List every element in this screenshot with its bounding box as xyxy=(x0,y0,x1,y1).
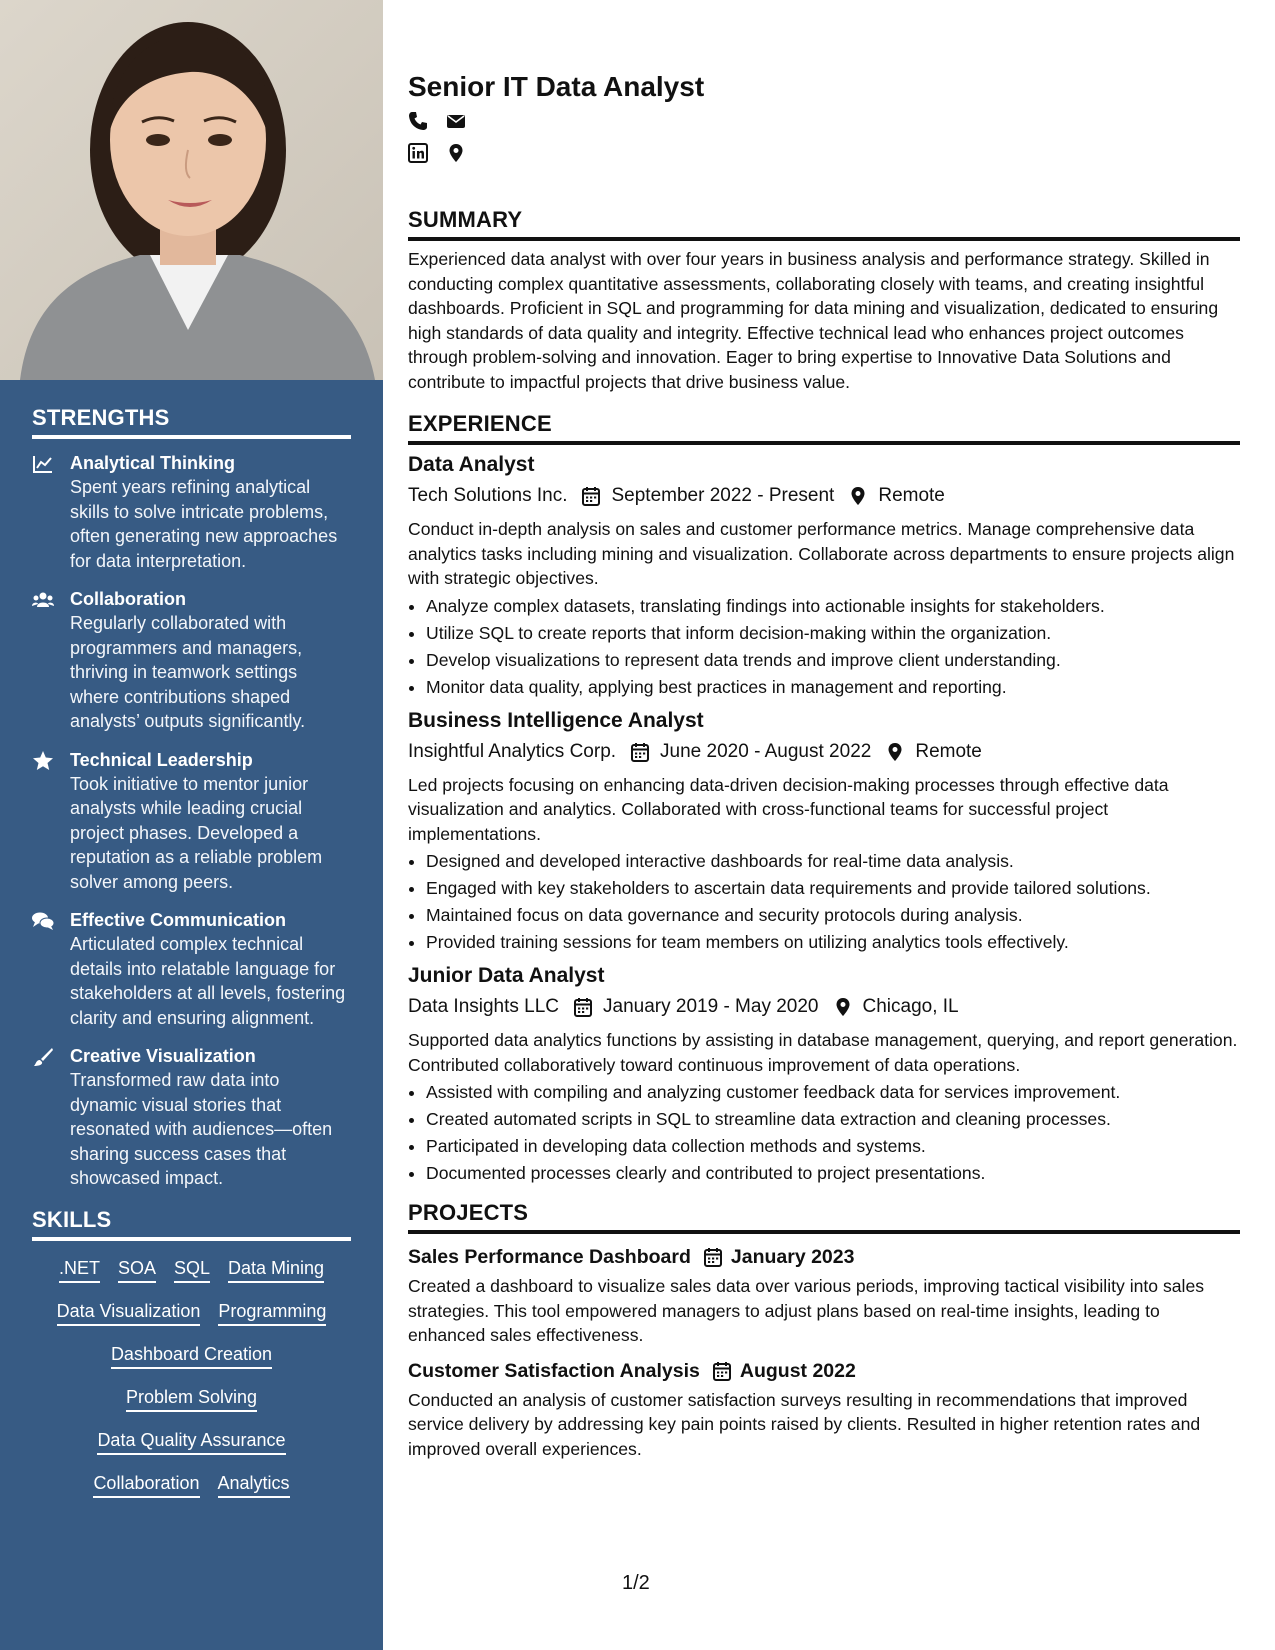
job-title: Data Analyst xyxy=(408,453,535,476)
bullet-item: • Provided training sessions for team members on utilizing analytics tools effectively. xyxy=(426,929,1240,956)
project-date: January 2023 xyxy=(730,1246,855,1268)
job-title: Business Intelligence Analyst xyxy=(408,708,704,732)
comments-icon xyxy=(32,908,70,1030)
skill-tag: Collaboration xyxy=(93,1472,199,1498)
strength-title: Collaboration xyxy=(70,589,186,609)
job-location: Remote xyxy=(915,740,982,762)
calendar-icon xyxy=(581,486,601,506)
strength-item xyxy=(32,908,351,1030)
skill-tag: Analytics xyxy=(218,1472,290,1498)
skills-heading: SKILLS xyxy=(32,1207,351,1241)
job-location: Remote xyxy=(878,485,945,506)
skill-tag: Data Quality Assurance xyxy=(97,1429,285,1455)
job-bullets xyxy=(408,593,1240,701)
strength-title: Technical Leadership xyxy=(70,749,253,770)
skill-tag: Data Visualization xyxy=(57,1300,201,1326)
profile-photo xyxy=(0,0,383,380)
project-name: Customer Satisfaction Analysis xyxy=(408,1359,700,1382)
skill-tag: Problem Solving xyxy=(126,1386,257,1412)
skill-tag: .NET xyxy=(59,1257,100,1283)
bullet-item: • Engaged with key stakeholders to ascertain data requirements and provide tailored solutions. xyxy=(426,875,1240,902)
calendar-icon xyxy=(703,1247,723,1267)
bullet-item: • Created automated scripts in SQL to streamline data extraction and cleaning processes. xyxy=(426,1106,1240,1133)
company-name: Insightful Analytics Corp. xyxy=(408,740,617,762)
experience-heading: EXPERIENCE xyxy=(408,410,1240,445)
page-number: 1/2 xyxy=(622,1572,650,1594)
email-icon[interactable] xyxy=(446,111,466,136)
summary-heading: SUMMARY xyxy=(408,206,1240,241)
skill-tag: SQL xyxy=(174,1257,210,1283)
strength-description: Transformed raw data into dynamic visual stories that resonated with audiences—often sharing success cases that showcased impact. xyxy=(70,1070,333,1188)
job-entry xyxy=(408,707,1240,957)
resume-title: Senior IT Data Analyst xyxy=(408,71,705,102)
linkedin-icon[interactable] xyxy=(408,143,428,168)
chart-line-icon xyxy=(32,451,70,573)
strength-item xyxy=(32,451,351,573)
skill-tag: Dashboard Creation xyxy=(111,1343,272,1369)
bullet-item: • Documented processes clearly and contributed to project presentations. xyxy=(426,1160,1240,1187)
job-description: Conduct in-depth analysis on sales and customer performance metrics. Manage comprehensive data analytics tasks including mining and visualization. Collaborate across departments to ensure projects align with strategic objectives. xyxy=(408,519,1235,588)
skills-row xyxy=(32,1343,351,1369)
strength-item xyxy=(32,748,351,895)
profile-photo-illustration xyxy=(0,0,383,380)
paintbrush-icon xyxy=(32,1044,70,1191)
sidebar xyxy=(0,0,383,1650)
strength-description: Regularly collaborated with programmers and managers, thriving in teamwork settings where contributions shaped analysts’ outputs significantly. xyxy=(70,613,306,731)
project-entry xyxy=(408,1358,1240,1462)
project-header xyxy=(408,1358,1240,1384)
sidebar-content xyxy=(32,405,351,1515)
job-description: Supported data analytics functions by assisting in database management, querying, and report generation. Contributed collaboratively toward continuous improvement of data operations. xyxy=(408,1030,1238,1075)
job-entry xyxy=(408,962,1240,1187)
contact-row xyxy=(408,112,1240,134)
contact-row xyxy=(408,144,1240,166)
project-name: Sales Performance Dashboard xyxy=(408,1246,691,1268)
location-pin-icon xyxy=(833,997,853,1017)
project-entry xyxy=(408,1244,1240,1348)
strength-description: Took initiative to mentor junior analysts while leading crucial project phases. Developed a reputation as a reliable problem solver among peers. xyxy=(70,773,323,892)
users-icon xyxy=(32,587,70,734)
strengths-heading: STRENGTHS xyxy=(32,405,351,439)
job-dates: January 2019 - May 2020 xyxy=(603,996,819,1017)
skills-row xyxy=(32,1429,351,1455)
location-pin-icon xyxy=(885,742,905,762)
bullet-item: • Designed and developed interactive dashboards for real-time data analysis. xyxy=(426,848,1240,875)
job-title: Junior Data Analyst xyxy=(408,964,605,987)
location-icon[interactable] xyxy=(446,143,466,168)
bullet-item: • Analyze complex datasets, translating findings into actionable insights for stakeholders. xyxy=(426,593,1240,620)
job-meta xyxy=(408,483,1240,509)
project-description: Created a dashboard to visualize sales data over various periods, improving tactical visibility into sales strategies. This tool empowered managers to adjust plans based on real-time insights, leading to enhanced sales effectiveness. xyxy=(408,1276,1205,1345)
bullet-item: • Develop visualizations to represent data trends and improve client understanding. xyxy=(426,647,1240,674)
job-meta xyxy=(408,739,1240,765)
strength-description: Spent years refining analytical skills to solve intricate problems, often generating new approaches for data interpretation. xyxy=(70,477,338,571)
skill-tag: Data Mining xyxy=(228,1257,324,1283)
project-date: August 2022 xyxy=(739,1359,856,1382)
calendar-icon xyxy=(630,742,650,762)
project-header xyxy=(408,1244,1240,1270)
job-meta xyxy=(408,994,1240,1020)
strength-title: Effective Communication xyxy=(70,910,287,930)
strength-title: Analytical Thinking xyxy=(70,453,236,473)
bullet-item: • Monitor data quality, applying best practices in management and reporting. xyxy=(426,674,1240,701)
job-bullets xyxy=(408,1079,1240,1187)
job-bullets xyxy=(408,848,1240,956)
job-location: Chicago, IL xyxy=(862,996,959,1017)
bullet-item: • Maintained focus on data governance and security protocols during analysis. xyxy=(426,902,1240,929)
star-icon xyxy=(32,748,70,895)
company-name: Data Insights LLC xyxy=(408,996,560,1017)
summary-text: Experienced data analyst with over four years in business analysis and performance strategy. Skilled in conducting complex quantitative assessments, collaborating closely with teams, and creating insightful dashboards. Proficient in SQL and programming for data mining and visualization, dedicated to ensuring high standards of data quality and integrity. Effective technical lead who enhances project outcomes through problem-solving and innovation. Eager to bring expertise to Innovative Data Solutions and contribute to impactful projects that drive business value. xyxy=(408,249,1219,392)
skills-row xyxy=(32,1386,351,1412)
strength-description: Articulated complex technical details into relatable language for stakeholders at all levels, fostering clarity and ensuring alignment. xyxy=(70,934,346,1028)
skills-row xyxy=(32,1300,351,1326)
job-entry xyxy=(408,451,1240,701)
phone-icon[interactable] xyxy=(408,111,428,136)
job-dates: June 2020 - August 2022 xyxy=(660,740,872,762)
skills-list xyxy=(32,1257,351,1498)
bullet-item: • Assisted with compiling and analyzing customer feedback data for services improvement. xyxy=(426,1079,1240,1106)
skills-row xyxy=(32,1257,351,1283)
main-content xyxy=(408,70,1240,1461)
calendar-icon xyxy=(573,997,593,1017)
skill-tag: Programming xyxy=(218,1300,326,1326)
job-description: Led projects focusing on enhancing data-driven decision-making processes through effective data visualization and analytics. Collaborated with cross-functional teams for successful project implementations. xyxy=(408,774,1169,844)
company-name: Tech Solutions Inc. xyxy=(408,485,568,506)
strength-item xyxy=(32,1044,351,1191)
strength-title: Creative Visualization xyxy=(70,1046,256,1066)
job-dates: September 2022 - Present xyxy=(611,485,835,506)
bullet-item: • Participated in developing data collection methods and systems. xyxy=(426,1133,1240,1160)
calendar-icon xyxy=(712,1361,732,1381)
skills-row xyxy=(32,1472,351,1498)
projects-heading: PROJECTS xyxy=(408,1199,1240,1234)
strength-item xyxy=(32,587,351,734)
skill-tag: SOA xyxy=(118,1257,156,1283)
bullet-item: • Utilize SQL to create reports that inform decision-making within the organization. xyxy=(426,620,1240,647)
project-description: Conducted an analysis of customer satisfaction surveys resulting in recommendations that improved service delivery by addressing key pain points raised by clients. Resulted in higher retention rates and improved overall experiences. xyxy=(408,1389,1201,1459)
location-pin-icon xyxy=(848,486,868,506)
